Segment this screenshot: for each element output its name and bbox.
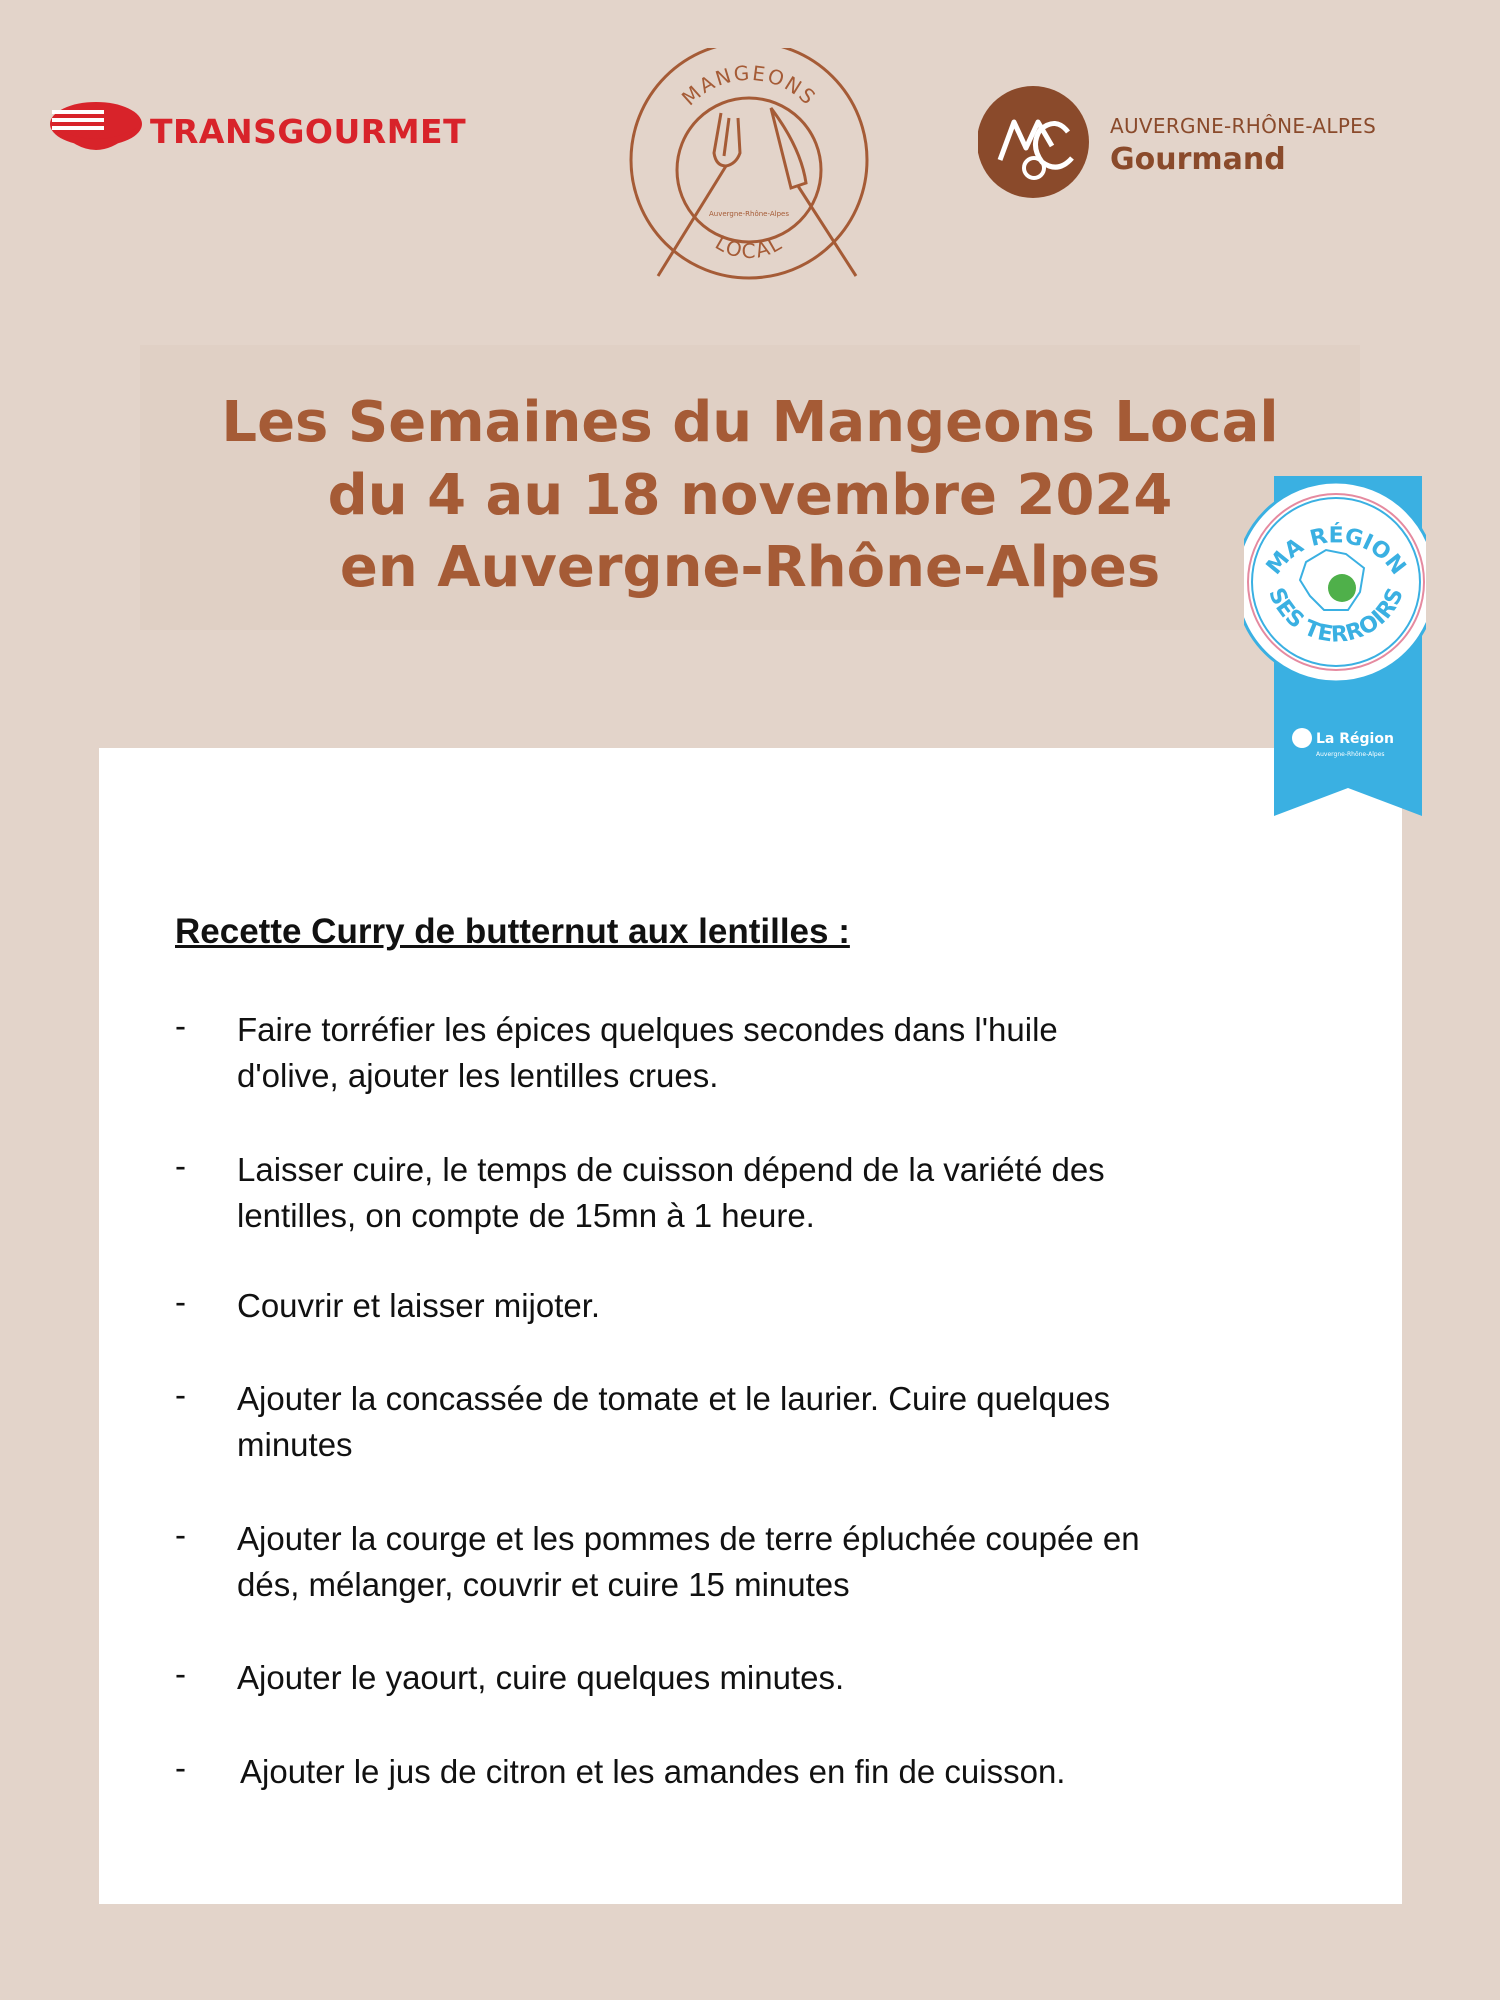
step-text: Ajouter le jus de citron et les amandes en fin de cuisson.: [240, 1753, 1066, 1790]
mangeons-small-text: Auvergne-Rhône-Alpes: [709, 210, 789, 218]
badge-footer-sub-text: Auvergne-Rhône-Alpes: [1316, 751, 1385, 758]
gourmand-region-text: AUVERGNE-RHÔNE-ALPES: [1110, 114, 1377, 138]
step-bullet: -: [175, 1376, 186, 1413]
title-line-2: du 4 au 18 novembre 2024: [327, 463, 1173, 528]
badge-bottom-text: SES TERROIRS: [1263, 584, 1409, 648]
local-arc-text: LOCAL: [711, 230, 787, 263]
mangeons-local-logo: [626, 48, 872, 288]
auvergne-gourmand-logo: [978, 86, 1398, 206]
transgourmet-logo: [48, 92, 478, 172]
gourmand-circle-icon: [978, 86, 1098, 206]
transgourmet-plate-icon: [48, 92, 148, 172]
badge-footer-text: La Région: [1316, 731, 1394, 747]
region-dot-icon: [1328, 574, 1356, 602]
step-text: Ajouter la concassée de tomate et le laurier. Cuire quelques minutes: [237, 1380, 1111, 1463]
recipe-heading: Recette Curry de butternut aux lentilles :: [175, 912, 850, 951]
step-bullet: -: [175, 1007, 186, 1044]
event-title-block: [140, 345, 1360, 630]
gourmand-name-text: Gourmand: [1110, 142, 1286, 177]
step-bullet: -: [175, 1749, 186, 1786]
badge-top-text: MA RÉGION: [1261, 523, 1411, 580]
transgourmet-wordmark: TRANSGOURMET: [150, 112, 467, 151]
title-line-3: en Auvergne-Rhône-Alpes: [339, 535, 1161, 600]
la-region-icon: [1292, 728, 1312, 748]
ma-region-badge: [1244, 476, 1426, 818]
step-text: Faire torréfier les épices quelques secondes dans l'huile d'olive, ajouter les lentilles crues.: [237, 1011, 1058, 1094]
plate-ring: [677, 98, 821, 242]
step-bullet: -: [175, 1283, 186, 1320]
title-line-1: Les Semaines du Mangeons Local: [221, 390, 1279, 455]
step-text: Laisser cuire, le temps de cuisson dépend de la variété des lentilles, on compte de 15mn à 1 heure.: [237, 1151, 1105, 1234]
step-text: Ajouter le yaourt, cuire quelques minutes.: [237, 1659, 845, 1696]
step-bullet: -: [175, 1147, 186, 1184]
step-bullet: -: [175, 1516, 186, 1553]
step-text: Ajouter la courge et les pommes de terre épluchée coupée en dés, mélanger, couvrir et cuire 15 minutes: [237, 1520, 1140, 1603]
step-text: Couvrir et laisser mijoter.: [237, 1287, 601, 1324]
mangeons-arc-text: MANGEONS: [676, 60, 822, 111]
step-bullet: -: [175, 1655, 186, 1692]
